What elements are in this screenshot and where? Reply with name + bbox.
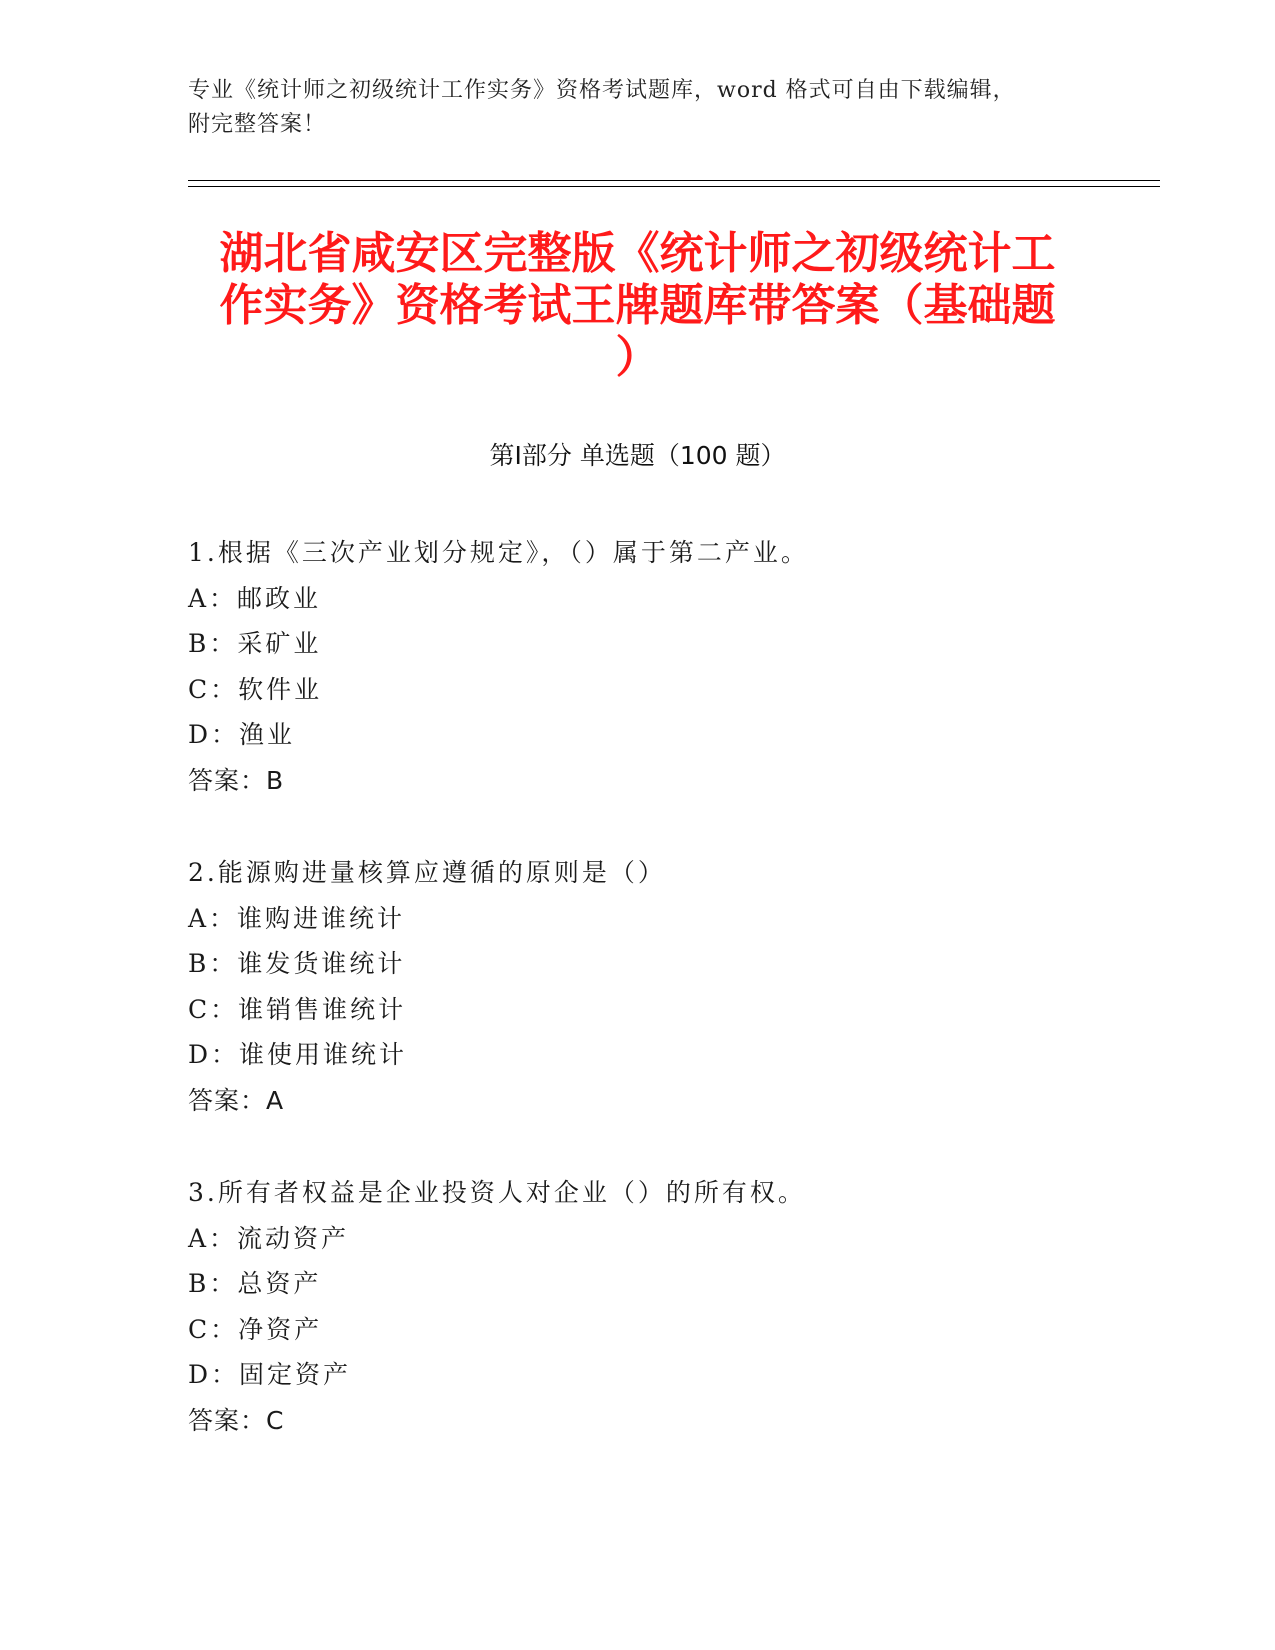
- option-a: A：邮政业: [188, 583, 322, 613]
- option-d: D：渔业: [188, 720, 296, 749]
- question-block: [188, 850, 1188, 1123]
- header-divider-bottom: [188, 186, 1160, 187]
- option-c: C：软件业: [188, 674, 323, 704]
- question-block: [188, 530, 1188, 803]
- answer-line: 答案：A: [188, 1085, 285, 1115]
- option-b: B：采矿业: [188, 629, 322, 658]
- option-b: B：总资产: [188, 1269, 322, 1298]
- question-stem: 1.根据《三次产业划分规定》，（）属于第二产业。: [188, 538, 809, 567]
- header-note: [188, 74, 1088, 142]
- section-heading: 第Ⅰ部分 单选题（100 题）: [489, 441, 786, 470]
- option-a: A：流动资产: [188, 1223, 350, 1253]
- document-title: [180, 228, 1095, 384]
- document-title-line-1: 湖北省咸安区完整版《统计师之初级统计工: [219, 228, 1056, 279]
- question-stem: 3.所有者权益是企业投资人对企业（）的所有权。: [188, 1178, 806, 1207]
- option-d: D：固定资产: [188, 1360, 352, 1389]
- header-note-line-2: 附完整答案！: [188, 112, 327, 137]
- option-a: A：谁购进谁统计: [188, 903, 406, 933]
- answer-line: 答案：B: [188, 765, 285, 795]
- document-title-line-3: ）: [615, 332, 660, 383]
- question-stem: 2.能源购进量核算应遵循的原则是（）: [188, 858, 666, 887]
- option-b: B：谁发货谁统计: [188, 949, 406, 978]
- option-c: C：净资产: [188, 1314, 323, 1344]
- option-d: D：谁使用谁统计: [188, 1040, 408, 1069]
- option-c: C：谁销售谁统计: [188, 994, 407, 1024]
- header-divider-top: [188, 180, 1160, 181]
- answer-line: 答案：C: [188, 1405, 285, 1435]
- document-title-line-2: 作实务》资格考试王牌题库带答案（基础题: [219, 280, 1056, 331]
- header-note-line-1: 专业《统计师之初级统计工作实务》资格考试题库，word 格式可自由下载编辑，: [188, 78, 1016, 103]
- question-block: [188, 1170, 1188, 1443]
